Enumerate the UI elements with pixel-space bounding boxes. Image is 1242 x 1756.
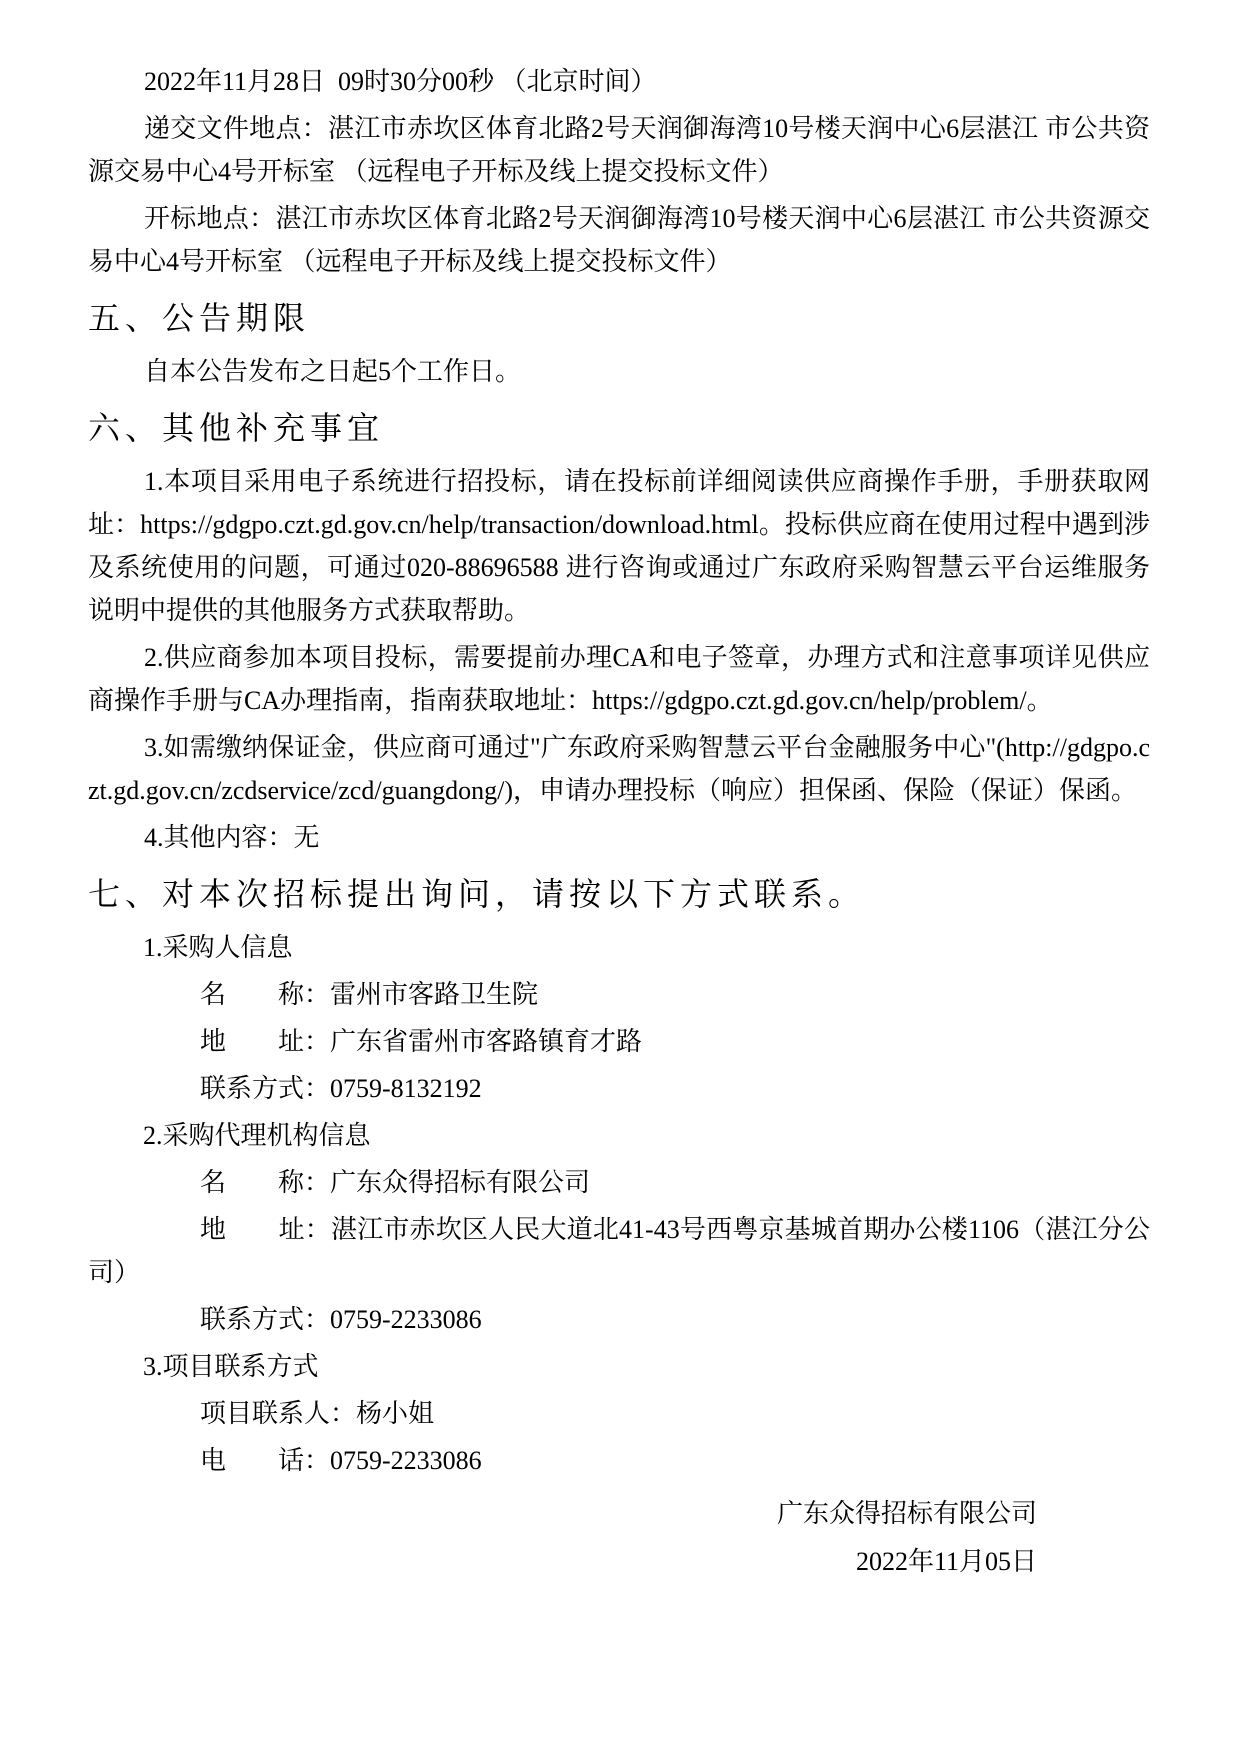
purchaser-phone-line: 联系方式：0759-8132192: [200, 1074, 482, 1103]
other-matters-item-2: 2.供应商参加本项目投标，需要提前办理CA和电子签章，办理方式和注意事项详见供应商操作手册与CA办理指南，指南获取地址：https://gdgpo.czt.gd.gov.cn/help/problem/。: [88, 643, 1150, 715]
other-matters-item-1: 1.本项目采用电子系统进行招投标，请在投标前详细阅读供应商操作手册，手册获取网址：https://gdgpo.czt.gd.gov.cn/help/transaction/download.html。投标供应商在使用过程中遇到涉及系统使用的问题，可通过020-88696588 进行咨询或通过广东政府采购智慧云平台运维服务说明中提供的其他服务方式获取帮助。: [88, 467, 1150, 625]
section-heading-other-matters: 六、其他补充事宜: [88, 410, 385, 446]
purchaser-info-title: 1.采购人信息: [143, 933, 293, 962]
section-heading-announcement-period: 五、公告期限: [88, 300, 311, 336]
bid-deadline-datetime: 2022年11月28日 09时30分00秒 （北京时间）: [144, 67, 657, 96]
project-contact-person-line: 项目联系人：杨小姐: [200, 1399, 435, 1428]
signature-date: 2022年11月05日: [855, 1547, 1037, 1576]
project-contact-title: 3.项目联系方式: [143, 1352, 319, 1381]
other-matters-item-4: 4.其他内容：无: [144, 823, 320, 852]
purchaser-name-line: 名 称：雷州市客路卫生院: [200, 980, 539, 1009]
project-contact-phone-line: 电 话：0759-2233086: [200, 1446, 482, 1475]
bid-opening-location-paragraph: 开标地点：湛江市赤坎区体育北路2号天润御海湾10号楼天润中心6层湛江 市公共资源交易中心4号开标室 （远程电子开标及线上提交投标文件）: [88, 204, 1150, 276]
agency-phone-line: 联系方式：0759-2233086: [200, 1305, 482, 1334]
purchaser-address-line: 地 址：广东省雷州市客路镇育才路: [200, 1027, 643, 1056]
signature-company: 广东众得招标有限公司: [776, 1499, 1037, 1528]
submission-location-paragraph: 递交文件地点：湛江市赤坎区体育北路2号天润御海湾10号楼天润中心6层湛江 市公共资源交易中心4号开标室 （远程电子开标及线上提交投标文件）: [88, 114, 1150, 186]
agency-info-title: 2.采购代理机构信息: [143, 1121, 371, 1150]
section-heading-contact-methods: 七、对本次招标提出询问，请按以下方式联系。: [88, 876, 866, 912]
signature-block: [88, 1492, 1150, 1583]
announcement-period-paragraph: 自本公告发布之日起5个工作日。: [144, 357, 522, 386]
agency-address-line: 地 址：湛江市赤坎区人民大道北41-43号西粤京基城首期办公楼1106（湛江分公司）: [88, 1215, 1150, 1287]
other-matters-item-3: 3.如需缴纳保证金，供应商可通过"广东政府采购智慧云平台金融服务中心"(http://gdgpo.czt.gd.gov.cn/zcdservice/zcd/guangdong/)，申请办理投标（响应）担保函、保险（保证）保函。: [88, 733, 1150, 805]
agency-name-line: 名 称：广东众得招标有限公司: [200, 1168, 591, 1197]
